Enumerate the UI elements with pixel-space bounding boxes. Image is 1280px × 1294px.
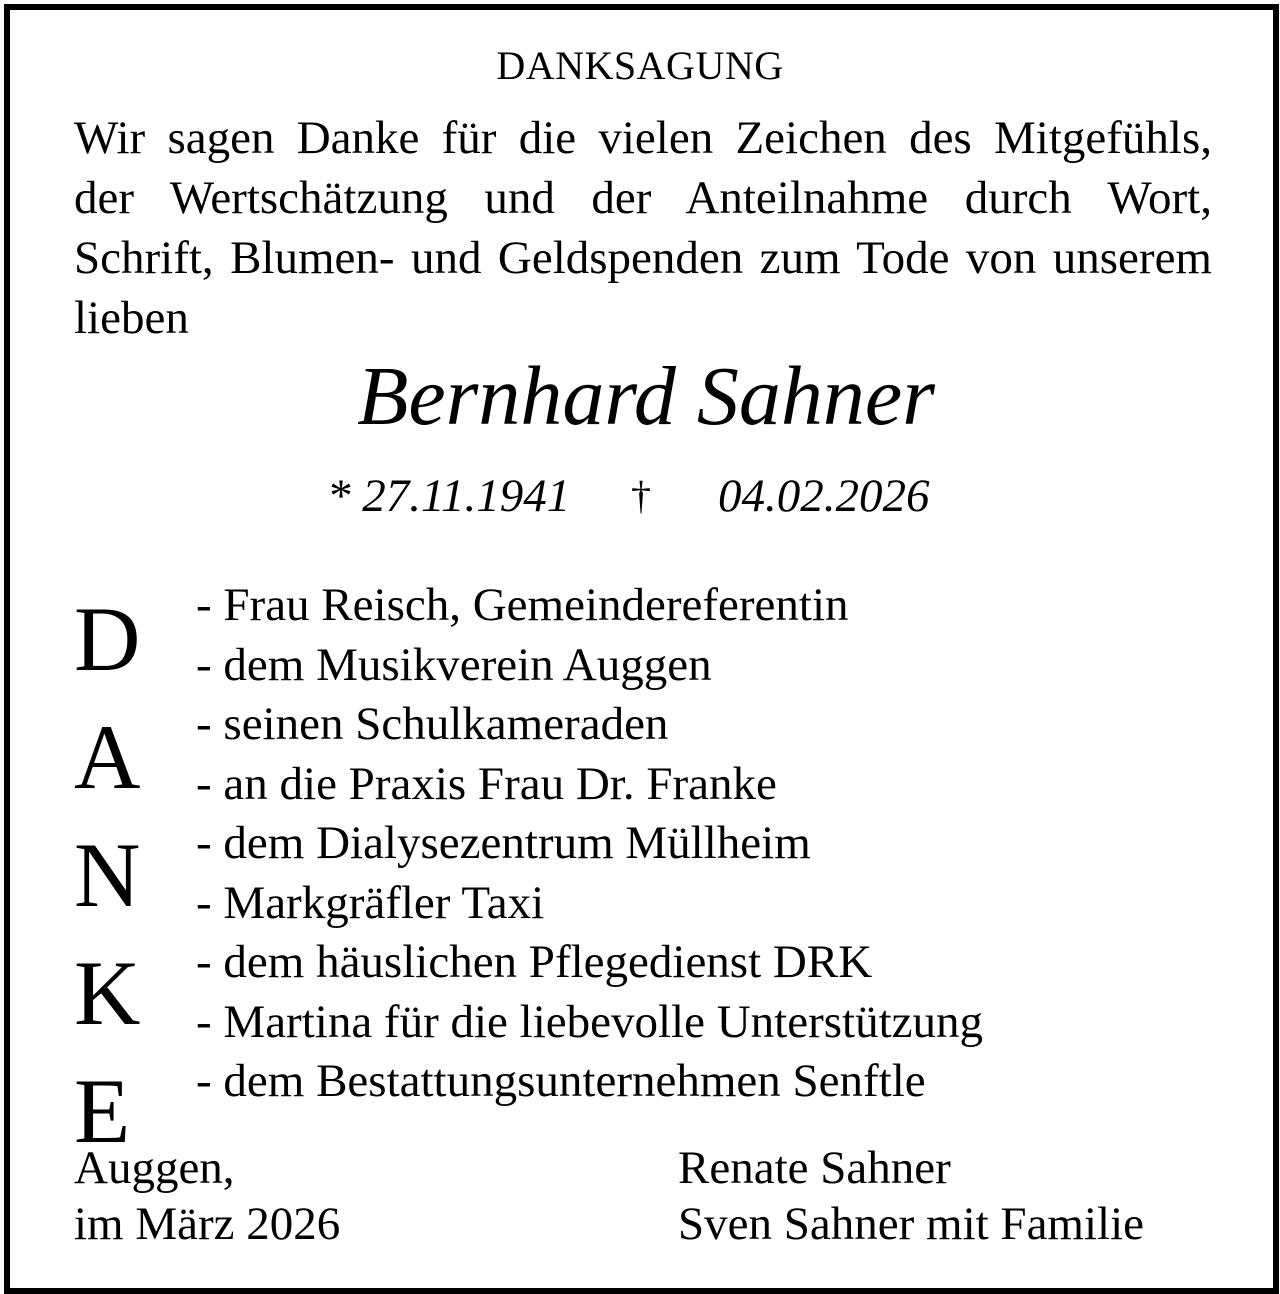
birth-date: * 27.11.1941 [327,470,571,522]
thanks-item: - Martina für die liebevolle Unterstützung [196,995,983,1048]
acrostic-letter: E [74,1060,131,1162]
thanks-item: - Markgräfler Taxi [196,876,545,929]
death-date: 04.02.2026 [718,470,930,522]
signatories [678,1140,1144,1252]
life-dates [0,468,1280,528]
acrostic-letter: N [74,824,141,926]
danke-acrostic [74,580,164,1170]
thanks-item: - an die Praxis Frau Dr. Franke [196,757,777,810]
thanks-item: - Frau Reisch, Gemeindereferentin [196,579,849,631]
thanks-item: - dem Dialysezentrum Müllheim [196,817,811,869]
intro-line: der Wertschätzung und der Anteilnahme durch Wort, [74,172,1212,224]
intro-line: lieben [74,292,189,344]
thanks-item: - dem häuslichen Pflegedienst DRK [196,936,873,988]
intro-paragraph [74,108,1212,348]
place-and-date [74,1140,340,1252]
death-cross-symbol: † [631,473,651,518]
signatory: Renate Sahner [678,1142,951,1194]
intro-line: Wir sagen Danke für die vielen Zeichen des Mitgefühls, [74,112,1212,164]
date-line: im März 2026 [74,1198,341,1250]
thanks-item: - dem Bestattungsunternehmen Senftle [196,1055,926,1107]
thanks-item: - dem Musikverein Auggen [196,638,712,691]
acrostic-letter: A [74,706,141,808]
acrostic-letter: K [74,942,141,1044]
thanks-item: - seinen Schulkameraden [196,698,669,750]
thanks-list [196,576,983,1112]
deceased-name: Bernhard Sahner [357,350,935,443]
signatory: Sven Sahner mit Familie [678,1198,1145,1250]
acrostic-letter: D [74,588,141,690]
intro-line: Schrift, Blumen- und Geldspenden zum Tode von unserem [74,232,1212,284]
notice-heading: DANKSAGUNG [496,43,784,88]
place-line: Auggen, [74,1142,235,1194]
